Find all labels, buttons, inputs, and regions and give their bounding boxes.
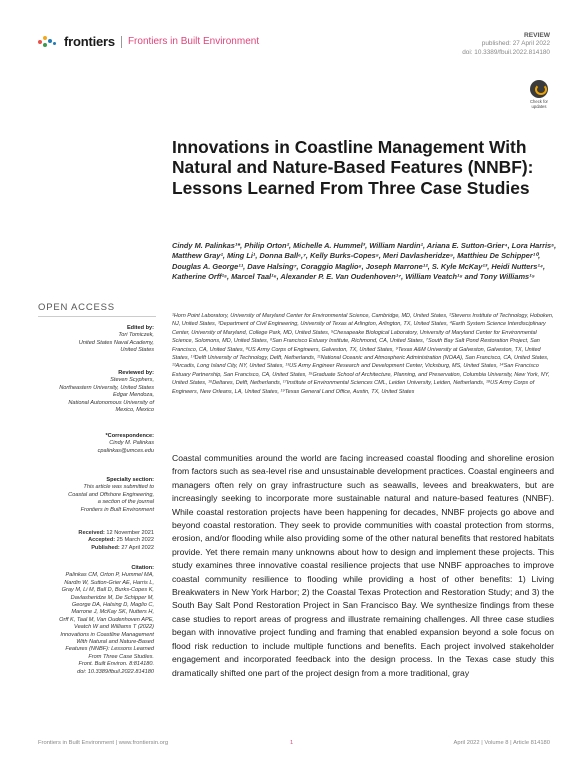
- citation-block: [30, 565, 154, 676]
- citation-value: Palinkas CM, Orton P, Hummel MA, Nardin W, Sutton-Grier AE, Harris L, Gray M, Li M, Ball D, Burks-Copes K, Davlasheridze M, De Schipper M, George DA, Halsing D, Maglio C, Marrone J, McKay SK, Nutters H, Orff K, Taal M, Van Oudenhoven APE, Veatch W and Williams T (2022) Innovations in Coastline Management With Natural and Nature-Based Features (NNBF): Lessons Learned From Three Case Studies. Front. Built Environ. 8:814180. doi: 10.3389/fbuil.2022.814180: [59, 572, 154, 675]
- reviewed-by-label: Reviewed by:: [118, 370, 154, 376]
- correspondence-value[interactable]: Cindy M. Palinkas cpalinkas@umces.edu: [97, 440, 154, 454]
- article-title: Innovations in Coastline Management With Natural and Nature-Based Features (NNBF): Lessons Learned From Three Case Studies: [172, 137, 534, 198]
- specialty-label: Specialty section:: [106, 477, 154, 483]
- check-updates-icon: [530, 80, 548, 98]
- header: [38, 32, 550, 62]
- edited-by-block: [30, 325, 154, 355]
- edited-by-label: Edited by:: [126, 325, 154, 331]
- article-type: REVIEW: [523, 32, 550, 39]
- reviewed-by-block: [30, 370, 154, 414]
- frontiers-logo[interactable]: [38, 34, 259, 49]
- received-label: Received:: [78, 530, 105, 536]
- accepted-label: Accepted:: [88, 537, 116, 544]
- author-list: Cindy M. Palinkas¹*, Philip Orton², Michelle A. Hummel³, William Nardin¹, Ariana E. Sutton-Grier⁴, Lora Harris⁵, Matthew Gray¹, Ming Li¹, Donna Ball⁶,⁷, Kelly Burks-Copes⁸, Meri Davlasheridze⁹, Matthieu De Schipper¹⁰, Douglas A. George¹¹, Dave Halsing⁷, Coraggio Maglio⁸, Joseph Marrone¹², S. Kyle McKay¹³, Heidi Nutters¹⁴, Katherine Orff¹⁵, Marcel Taal¹⁶, Alexander P. E. Van Oudenhoven¹⁷, William Veatch¹⁸ and Tony Williams¹⁹: [172, 241, 557, 281]
- citation-label: Citation:: [131, 565, 154, 571]
- frontiers-logo-icon: [38, 35, 60, 49]
- published-date-side: 27 April 2022: [121, 544, 154, 551]
- correspondence-block: [30, 433, 154, 455]
- dates-block: [30, 530, 154, 552]
- article-meta: [462, 32, 550, 57]
- received-date: 12 November 2021: [106, 530, 154, 536]
- specialty-value: This article was submitted to Coastal and Offshore Engineering, a section of the journal Frontiers in Built Environment: [68, 484, 154, 513]
- journal-name[interactable]: Frontiers in Built Environment: [127, 36, 260, 47]
- received-row: [30, 530, 154, 537]
- footer-journal[interactable]: Frontiers in Built Environment | www.frontiersin.org: [38, 740, 169, 746]
- correspondence-label: *Correspondence:: [105, 433, 154, 439]
- published-label: Published:: [91, 544, 120, 551]
- footer-volume: April 2022 | Volume 8 | Article 814180: [453, 740, 550, 746]
- logo-wordmark: frontiers: [64, 34, 115, 49]
- reviewed-by-value: Steven Scyphers, Northeastern University, United States Edgar Mendoza, National Autonomous University of Mexico, Mexico: [59, 377, 154, 414]
- page-number: 1: [290, 740, 294, 746]
- open-access-divider: [38, 316, 156, 317]
- doi[interactable]: doi: 10.3389/fbuil.2022.814180: [462, 48, 550, 56]
- logo-divider: [121, 36, 122, 48]
- accepted-row: [30, 537, 154, 544]
- edited-by-value: Tori Tomiczek, United States Naval Academy, United States: [78, 332, 154, 354]
- abstract: Coastal communities around the world are facing increased coastal flooding and shoreline erosion from factors such as sea-level rise and unsustainable development practices. Coastal engineers and managers often rely on gray infrastructure such as seawalls, levees and breakwaters, but are increasingly seeking to incorporate more sustainable natural and nature-based features (NNBF). While coastal restoration projects have been happening for decades, NNBF projects go above and beyond coastal restoration. They seek to provide communities with coastal protection from storms, erosion, and/or flooding while also providing some of the other natural benefits that restored habitats provide. Yet there remain many unknowns about how to design and implement these projects. This study examines three innovative coastal resilience projects that use NNBF approaches to improve coastal community resilience to flooding while providing a host of other benefits: 1) Living Breakwaters in New York Harbor; 2) the Coastal Texas Protection and Restoration Study; and 3) the South Bay Salt Pond Restoration Project in San Francisco Bay. We synthesize findings from these case studies to report areas of progress and illustrate remaining challenges. All three case studies began with innovative project funding and framing that enabled expansion beyond a sole focus on flood risk reduction to include multiple functions and benefits. Each project involved stakeholder engagement and incorporated feedback into the design process. In the Texas case study this dramatically shifted one part of the project design from a more traditional, gray: [172, 453, 554, 678]
- check-updates-label: Check for updates: [530, 99, 548, 109]
- published-row: [30, 545, 154, 552]
- open-access-label: OPEN ACCESS: [38, 302, 115, 313]
- published-date: published: 27 April 2022: [481, 40, 550, 48]
- specialty-block: [30, 477, 154, 514]
- check-updates-badge[interactable]: [528, 80, 550, 109]
- accepted-date: 25 March 2022: [116, 537, 154, 544]
- affiliations: ¹Horn Point Laboratory, University of Maryland Center for Environmental Science, Cambridge, MD, United States, ²Stevens Institute of Technology, Hoboken, NJ, United States, ³Department of Civil Engineering, University of Texas at Arlington, Arlington, TX, United States, ⁴Earth System Science Interdisciplinary Center, University of Maryland, College Park, MD, United States, ⁵Chesapeake Biological Laboratory, University of Maryland Center for Environmental Science, Solomons, MD, United States, ⁶San Francisco Estuary Institute, Richmond, CA, United States, ⁷South Bay Salt Pond Restoration Project, San Francisco, CA, United States, ⁸US Army Corps of Engineers, Galveston, TX, United States, ⁹Texas A&M University at Galveston, Galveston, TX, United States, ¹⁰Delft University of Technology, Delft, Netherlands, ¹¹National Oceanic and Atmospheric Administration (NOAA), San Francisco, CA, United States, ¹²Arcadis, Long Island City, NY, United States, ¹³US Army Engineer Research and Development Center, Vicksburg, MS, United States, ¹⁴San Francisco Estuary Partnership, San Francisco, CA, United States, ¹⁵Graduate School of Architecture, Planning, and Preservation, Columbia University, New York, NY, United States, ¹⁶Deltares, Delft, Netherlands, ¹⁷Institute of Environmental Sciences CML, Leiden University, Leiden, Netherlands, ¹⁸US Army Corps of Engineers, New Orleans, LA, United States, ¹⁹Texas General Land Office, Austin, TX, United States: [172, 313, 554, 395]
